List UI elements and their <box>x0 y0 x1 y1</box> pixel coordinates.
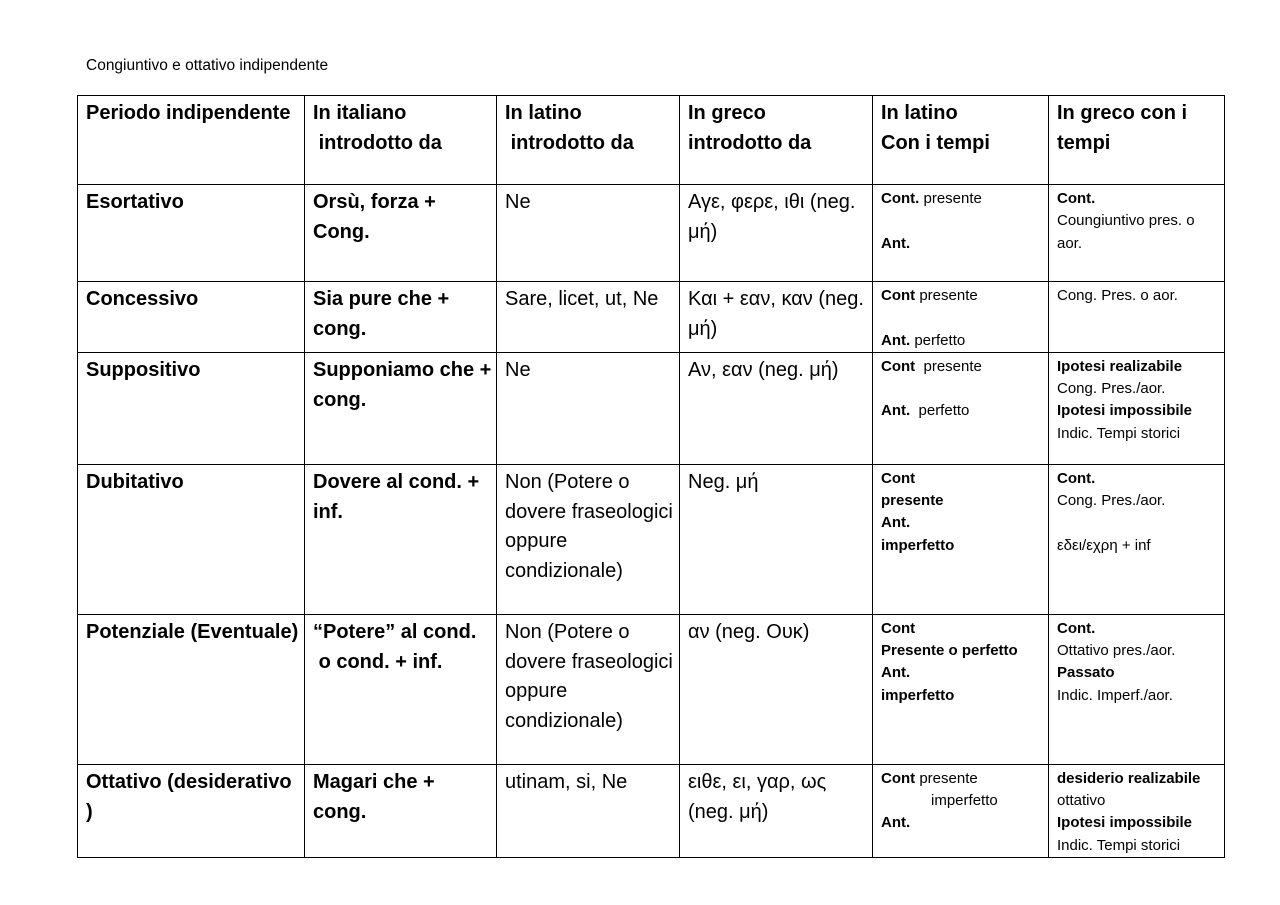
cell-greco: Και + εαν, καν (neg. μή) <box>680 282 873 353</box>
grammar-table <box>77 95 1225 858</box>
table-row <box>78 614 1225 764</box>
cell-periodo: Concessivo <box>78 282 305 353</box>
cell-latino: Non (Potere o dovere fraseologici oppure condizionale) <box>497 614 680 764</box>
header-greco: In greco introdotto da <box>680 96 873 185</box>
cell-periodo: Suppositivo <box>78 352 305 464</box>
table-header-row <box>78 96 1225 185</box>
cell-greco: ειθε, ει, γαρ, ως (neg. μή) <box>680 764 873 857</box>
cell-italiano: Supponiamo che + cong. <box>305 352 497 464</box>
table-row <box>78 464 1225 614</box>
cell-greco: Αγε, φερε, ιθι (neg. μή) <box>680 185 873 282</box>
header-periodo: Periodo indipendente <box>78 96 305 185</box>
cell-periodo: Ottativo (desiderativo ) <box>78 764 305 857</box>
cell-greco-tempi: Cont. Cong. Pres./aor. εδει/εχρη + inf <box>1049 464 1225 614</box>
table-row <box>78 352 1225 464</box>
cell-latino-tempi: Cont presente Ant. perfetto <box>873 282 1049 353</box>
table-row <box>78 185 1225 282</box>
cell-greco-tempi: Cont. Coungiuntivo pres. o aor. <box>1049 185 1225 282</box>
cell-italiano: Dovere al cond. + inf. <box>305 464 497 614</box>
table-row <box>78 764 1225 857</box>
header-latino-tempi: In latino Con i tempi <box>873 96 1049 185</box>
cell-periodo: Esortativo <box>78 185 305 282</box>
document-title: Congiuntivo e ottativo indipendente <box>86 57 329 74</box>
cell-greco-tempi: desiderio realizabile ottativo Ipotesi impossibile Indic. Tempi storici <box>1049 764 1225 857</box>
cell-latino: Ne <box>497 185 680 282</box>
cell-greco: αν (neg. Ουκ) <box>680 614 873 764</box>
cell-latino: Non (Potere o dovere fraseologici oppure condizionale) <box>497 464 680 614</box>
cell-italiano: Magari che + cong. <box>305 764 497 857</box>
cell-periodo: Dubitativo <box>78 464 305 614</box>
cell-latino-tempi: Cont Presente o perfetto Ant. imperfetto <box>873 614 1049 764</box>
table-row <box>78 282 1225 353</box>
cell-italiano: “Potere” al cond. o cond. + inf. <box>305 614 497 764</box>
cell-latino: Ne <box>497 352 680 464</box>
header-greco-tempi: In greco con i tempi <box>1049 96 1225 185</box>
cell-greco: Αν, εαν (neg. μή) <box>680 352 873 464</box>
header-italiano: In italiano introdotto da <box>305 96 497 185</box>
cell-latino-tempi: Cont presente imperfetto Ant. <box>873 764 1049 857</box>
cell-latino: utinam, si, Ne <box>497 764 680 857</box>
cell-greco: Neg. μή <box>680 464 873 614</box>
cell-italiano: Orsù, forza + Cong. <box>305 185 497 282</box>
cell-italiano: Sia pure che + cong. <box>305 282 497 353</box>
cell-latino-tempi: Cont presente Ant. perfetto <box>873 352 1049 464</box>
cell-periodo: Potenziale (Eventuale) <box>78 614 305 764</box>
header-latino: In latino introdotto da <box>497 96 680 185</box>
cell-latino: Sare, licet, ut, Ne <box>497 282 680 353</box>
cell-latino-tempi: Cont. presente Ant. <box>873 185 1049 282</box>
cell-greco-tempi: Cong. Pres. o aor. <box>1049 282 1225 353</box>
cell-greco-tempi: Ipotesi realizabile Cong. Pres./aor. Ipotesi impossibile Indic. Tempi storici <box>1049 352 1225 464</box>
cell-greco-tempi: Cont. Ottativo pres./aor. Passato Indic. Imperf./aor. <box>1049 614 1225 764</box>
cell-latino-tempi: Cont presente Ant. imperfetto <box>873 464 1049 614</box>
